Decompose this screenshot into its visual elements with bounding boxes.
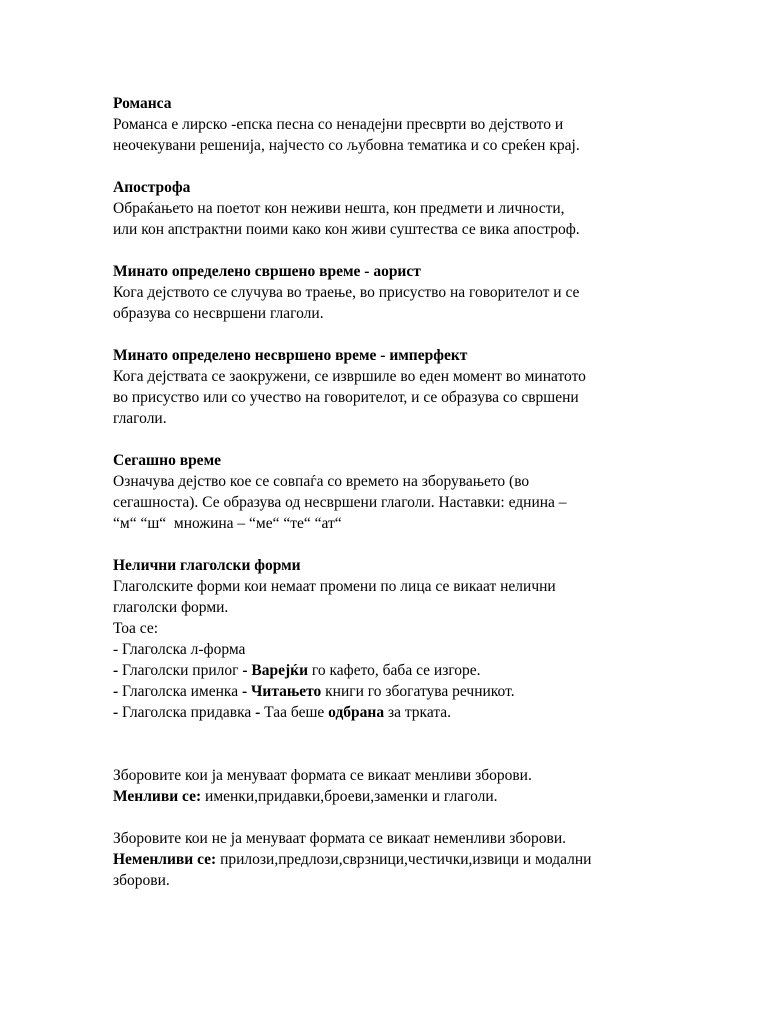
body-line: Тоа се: [113, 620, 159, 637]
body-line: Зборовите кои не ја менуваат формата се викаат неменливи зборови. [113, 830, 567, 847]
example-rest: книги го збогатува речникот. [321, 683, 515, 700]
list-item: - Глаголска л-форма [113, 641, 246, 658]
definition-label: Неменливи се: [113, 851, 217, 868]
section-title: Минато определено несвршено време - имперфект [113, 347, 468, 364]
section-imperfekt [113, 345, 653, 429]
list-sep: - [255, 704, 265, 721]
section-romansa [113, 93, 653, 156]
body-line: сегашноста). Се образува од несвршени глаголи. Наставки: еднина – [113, 494, 567, 511]
section-aorist [113, 261, 653, 324]
body-line: зборови. [113, 872, 170, 889]
list-sep: - [241, 683, 252, 700]
body-line: во присуство или со учество на говорителот, и се образува со свршени [113, 389, 579, 406]
example-word: одбрана [328, 704, 385, 721]
definition-line [113, 786, 653, 807]
body-line: неочекувани решенија, најчесто со љубовна тематика и со среќен крај. [113, 137, 580, 154]
body-line: Романса е лирско -епска песна со ненадејни пресврти во дејството и [113, 116, 564, 133]
list-dash: - [113, 704, 123, 721]
body-line: Глаголските форми кои немаат промени по лица се викаат нелични [113, 578, 556, 595]
list-dash: - [113, 683, 123, 700]
section-menlivi [113, 765, 653, 807]
section-nelichni [113, 555, 653, 723]
list-item [113, 660, 653, 681]
body-line: глаголски форми. [113, 599, 229, 616]
body-line: Зборовите кои ја менуваат формата се викаат менливи зборови. [113, 767, 532, 784]
section-title: Романса [113, 95, 172, 112]
list-label: Глаголски прилог [122, 662, 243, 679]
list-item [113, 702, 653, 723]
section-nemenlivi [113, 828, 653, 891]
example-rest: за трката. [384, 704, 452, 721]
body-line: Обраќањето на поетот кон неживи нешта, кон предмети и личности, [113, 200, 565, 217]
definition-value: именки,придавки,броеви,заменки и глаголи. [201, 788, 498, 805]
body-line: глаголи. [113, 410, 167, 427]
list-label: Глаголска именка [122, 683, 242, 700]
example-rest: го кафето, баба се изгоре. [308, 662, 481, 679]
section-segashno [113, 450, 653, 534]
list-item [113, 681, 653, 702]
section-title: Апострофа [113, 179, 191, 196]
body-line: образува со несвршени глаголи. [113, 305, 324, 322]
list-dash: - [113, 662, 123, 679]
example-word: Варејќи [251, 662, 309, 679]
example-pre: Таа беше [264, 704, 329, 721]
list-label: Глаголска придавка [122, 704, 256, 721]
body-line: Кога дејствата се заокружени, се извршиле во еден момент во минатото [113, 368, 586, 385]
body-line: “м“ “ш“ множина – “ме“ “те“ “ат“ [113, 515, 342, 532]
section-apostrofa [113, 177, 653, 240]
definition-line [113, 849, 653, 870]
document-page [113, 93, 653, 891]
definition-label: Менливи се: [113, 788, 202, 805]
example-word: Читањето [251, 683, 322, 700]
section-title: Нелични глаголски форми [113, 557, 301, 574]
body-line: или кон апстрактни поими како кон живи суштества се вика апостроф. [113, 221, 580, 238]
section-title: Минато определено свршено време - аорист [113, 263, 421, 280]
body-line: Означува дејство кое се совпаѓа со времето на зборувањето (во [113, 473, 530, 490]
list-sep: - [242, 662, 252, 679]
definition-value: прилози,предлози,сврзници,честички,извици и модални [216, 851, 592, 868]
body-line: Кога дејството се случува во траење, во присуство на говорителот и се [113, 284, 580, 301]
section-title: Сегашно време [113, 452, 222, 469]
